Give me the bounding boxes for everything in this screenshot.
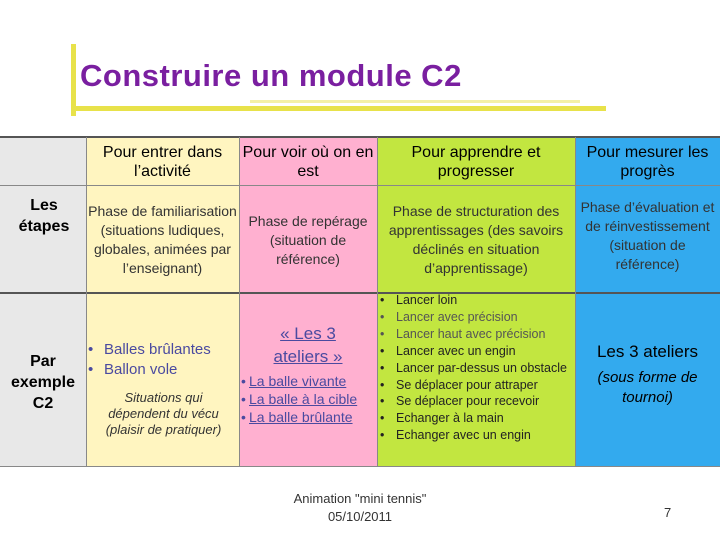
row-label-steps: Les étapes [18,197,70,235]
table-bottom-border [0,466,720,467]
phase-evaluation: Phase d’évaluation et de réinvestissement (situation de référence) [580,199,715,272]
list-item: • Lancer haut avec précision [380,326,572,343]
header-where-we-are: Pour voir où on en est [242,144,374,180]
list-item: • Balles brûlantes [88,340,239,360]
header-enter-activity: Pour entrer dans l’activité [102,144,223,180]
list-item: • Lancer avec un engin [380,343,572,360]
header-measure-progress: Pour mesurer les progrès [586,144,709,180]
example-col2 [241,322,375,426]
list-item: • Echanger à la main [380,410,572,427]
phase-familiarisation: Phase de familiarisation (situations ludiques, globales, animées par l’enseignant) [88,203,237,276]
title-highlight-horizontal [76,106,606,111]
page-number: 7 [664,505,672,520]
title-highlight-stroke [250,100,580,103]
example-col1-note: Situations qui dépendent du vécu (plaisir de pratiquer) [105,390,222,437]
tournoi-note: (sous forme de tournoi) [597,369,698,406]
slide-title: Construire un module C2 [80,58,462,93]
list-item[interactable]: • La balle à la cible [241,390,375,408]
header-learn-progress: Pour apprendre et progresser [411,144,541,180]
col-divider-1 [86,137,87,467]
ateliers-title: Les 3 ateliers [596,342,699,361]
list-item: • Se déplacer pour attraper [380,377,572,394]
list-item: • Se déplacer pour recevoir [380,393,572,410]
col-divider-2 [239,137,240,467]
example-col4 [575,340,720,408]
list-item: • Lancer avec précision [380,309,572,326]
col-divider-3 [377,137,378,467]
row-label-example [0,340,86,424]
ateliers-link[interactable]: « Les 3 ateliers » [273,324,343,366]
row-label-example-text: Par exemple C2 [10,352,76,412]
phase-structuration: Phase de structuration des apprentissages (des savoirs déclinés en situation d’apprentissage) [388,203,564,276]
footer [270,490,450,526]
table-top-border [0,136,720,138]
list-item[interactable]: • La balle vivante [241,372,375,390]
list-item: • Lancer par-dessus un obstacle [380,360,572,377]
list-item: • Ballon vole [88,360,239,380]
example-col1 [88,340,239,438]
row-divider [0,292,720,294]
phase-reperage: Phase de repérage (situation de référence) [248,212,368,267]
list-item[interactable]: • La balle brûlante [241,408,375,426]
footer-date: 05/10/2011 [327,509,393,524]
list-item: • Lancer loin [380,292,572,309]
footer-event: Animation "mini tennis" [293,491,427,506]
list-item: • Echanger avec un engin [380,427,572,444]
example-col3 [380,292,572,444]
